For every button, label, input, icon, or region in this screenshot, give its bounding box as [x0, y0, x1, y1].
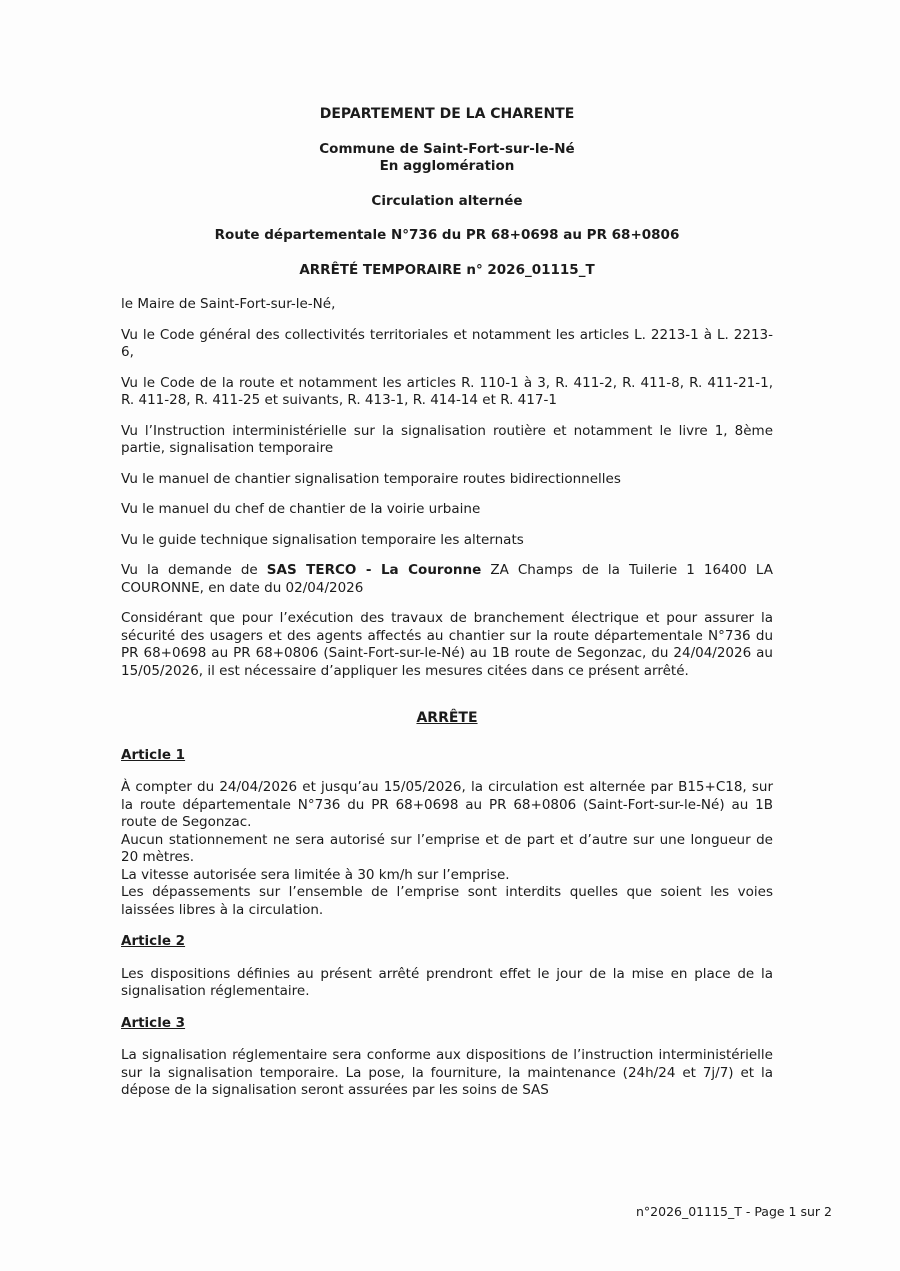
maire-line: le Maire de Saint-Fort-sur-le-Né, — [121, 296, 336, 312]
article-2-body — [121, 966, 773, 1001]
article-1-body — [121, 779, 773, 919]
header-commune: Commune de Saint-Fort-sur-le-Né — [319, 140, 575, 157]
page-footer: n°2026_01115_T - Page 1 sur 2 — [635, 1204, 832, 1219]
vu-paragraph-3: Vu l’Instruction interministérielle sur la signalisation routière et notamment le livre 1, 8ème partie, signalisation temporaire — [121, 422, 773, 456]
article-1-alinea-3: La vitesse autorisée sera limitée à 30 km/h sur l’emprise. — [121, 866, 510, 883]
article-1-heading: Article 1 — [121, 746, 186, 763]
vu-paragraph-1: Vu le Code général des collectivités territoriales et notamment les articles L. 2213-1 à L. 2213-6, — [121, 326, 773, 360]
vu-paragraph-2: Vu le Code de la route et notamment les articles R. 110-1 à 3, R. 411-2, R. 411-8, R. 411-21-1, R. 411-28, R. 411-25 et suivants, R. 413-1, R. 414-14 et R. 417-1 — [121, 374, 773, 408]
article-1-heading-wrap — [121, 747, 773, 765]
article-1-alinea-4: Les dépassements sur l’ensemble de l’emprise sont interdits quelles que soient les voies laissées libres à la circulation. — [121, 884, 773, 918]
article-2-heading-wrap — [121, 933, 773, 951]
article-1-alinea-1: À compter du 24/04/2026 et jusqu’au 15/05/2026, la circulation est alternée par B15+C18, sur la route départementale N°736 du PR 68+0698 au PR 68+0806 (Saint-Fort-sur-le-Né) au 1B route de Segonzac. — [121, 779, 773, 830]
demande-entreprise: SAS TERCO - La Couronne — [266, 562, 482, 578]
vu-paragraph-6: Vu le guide technique signalisation temporaire les alternats — [121, 531, 524, 548]
header-agglomeration: En agglomération — [379, 158, 515, 174]
article-3-body — [121, 1047, 773, 1100]
vu-paragraph-4: Vu le manuel de chantier signalisation temporaire routes bidirectionnelles — [121, 470, 621, 487]
header-route: Route départementale N°736 du PR 68+0698 au PR 68+0806 — [214, 227, 680, 243]
article-3-heading-wrap — [121, 1015, 773, 1033]
demande-prefix: Vu la demande de — [121, 562, 267, 578]
header-objet: Circulation alternée — [371, 192, 523, 209]
demande-suffix: ZA Champs de la Tuilerie 1 16400 LA COURONNE, en date du 02/04/2026 — [121, 562, 773, 596]
article-3 — [121, 1015, 773, 1100]
vu-demande-paragraph — [121, 562, 773, 597]
article-3-alinea-1: La signalisation réglementaire sera conforme aux dispositions de l’instruction interministérielle sur la signalisation temporaire. La pose, la fourniture, la maintenance (24h/24 et 7j/7) et la dépose de la signalisation seront assurées par les soins de SAS — [121, 1047, 773, 1098]
article-2 — [121, 933, 773, 1001]
header-commune-block — [121, 141, 773, 176]
arrete-heading: ARRÊTE — [416, 710, 478, 726]
article-1-alinea-2: Aucun stationnement ne sera autorisé sur l’emprise et de part et d’autre sur une longueur de 20 mètres. — [121, 831, 773, 865]
article-3-heading: Article 3 — [121, 1014, 186, 1031]
header-departement: DEPARTEMENT DE LA CHARENTE — [319, 106, 575, 122]
document-content — [121, 106, 773, 1114]
vu-paragraph-5: Vu le manuel du chef de chantier de la voirie urbaine — [121, 501, 481, 517]
article-1 — [121, 747, 773, 920]
article-2-heading: Article 2 — [121, 933, 186, 949]
considerant-paragraph: Considérant que pour l’exécution des travaux de branchement électrique et pour assurer la sécurité des usagers et des agents affectés au chantier sur la route départementale N°736 du PR 68+0698 au PR 68+0806 (Saint-Fort-sur-le-Né) au 1B route de Segonzac, du 24/04/2026 au 15/05/2026, il est nécessaire d’appliquer les mesures citées dans ce présent arrêté. — [121, 610, 773, 679]
article-2-alinea-1: Les dispositions définies au présent arrêté prendront effet le jour de la mise en place de la signalisation réglementaire. — [121, 965, 773, 999]
header-arrete-numero: ARRÊTÉ TEMPORAIRE n° 2026_01115_T — [299, 261, 595, 278]
arrete-heading-wrap — [121, 710, 773, 728]
